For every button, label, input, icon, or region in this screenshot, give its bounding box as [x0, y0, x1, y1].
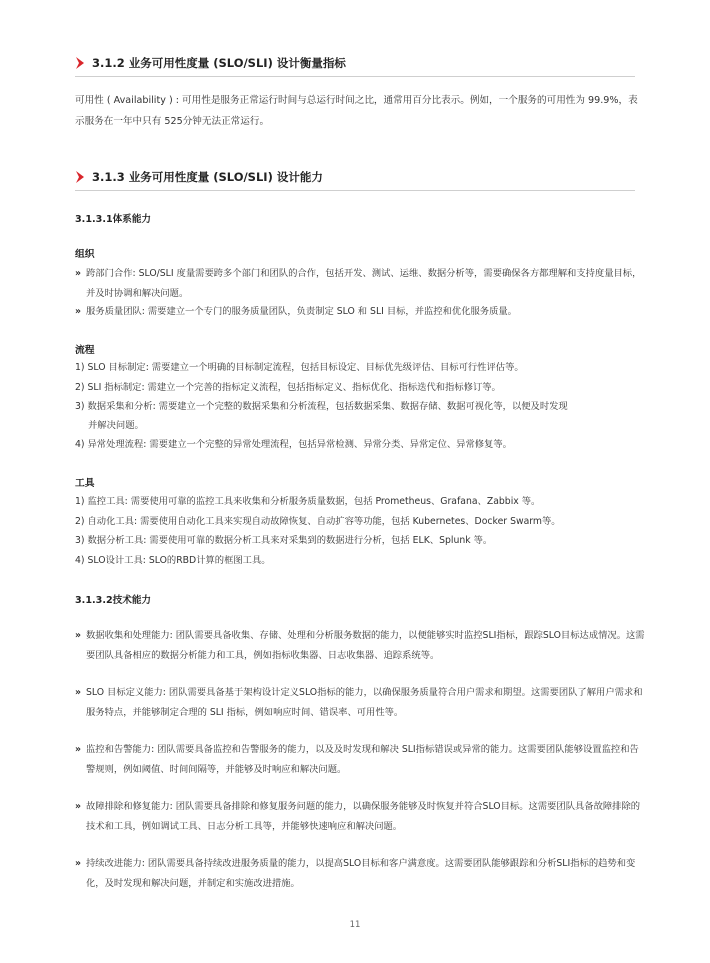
chevron-right-icon: [75, 56, 85, 70]
list-item: 4) SLO设计工具: SLO的RBD计算的框图工具。: [75, 555, 271, 566]
bullet-marker: »: [75, 630, 82, 641]
list-item: 4) 异常处理流程: 需要建立一个完整的异常处理流程，包括异常检测、异常分类、异常定位、异常修复等。: [75, 439, 512, 450]
list-item: » 数据收集和处理能力: 团队需要具备收集、存储、处理和分析服务数据的能力，以便能够实时监控SLI指标，跟踪SLO目标达成情况。这需要团队具备相应的数据分析能力和工具，例如指标收集器、日志收集器、追踪系统等。: [75, 626, 645, 665]
section-title: 3.1.2 业务可用性度量 (SLO/SLI) 设计衡量指标: [92, 56, 346, 70]
list-item: » 故障排除和修复能力: 团队需要具备排除和修复服务问题的能力，以确保服务能够及时恢复并符合SLO目标。这需要团队具备故障排除的技术和工具，例如调试工具、日志分析工具等，并能够快速响应和解决问题。: [75, 797, 645, 836]
bullet-marker: »: [75, 801, 82, 812]
subsection-title-system: 3.1.3.1体系能力: [75, 214, 152, 225]
bullet-marker: »: [75, 268, 82, 279]
list-item: » SLO 目标定义能力: 团队需要具备基于架构设计定义SLO指标的能力，以确保服务质量符合用户需求和期望。这需要团队了解用户需求和服务特点，并能够制定合理的 SLI 指标，例如响应时间、错误率、可用性等。: [75, 683, 645, 722]
section-heading-3-1-3: [75, 166, 635, 191]
bullet-marker: »: [75, 858, 82, 869]
subsection-title-tech: 3.1.3.2技术能力: [75, 595, 152, 606]
bullet-marker: »: [75, 306, 82, 317]
list-item: 1) 监控工具: 需要使用可靠的监控工具来收集和分析服务质量数据，包括 Prometheus、Grafana、Zabbix 等。: [75, 496, 541, 507]
availability-paragraph: 可用性 ( Availability ) : 可用性是服务正常运行时间与总运行时间之比，通常用百分比表示。例如，一个服务的可用性为 99.9%，表示服务在一年中只有 525分钟无法正常运行。: [75, 95, 638, 127]
section-heading-3-1-2: [75, 52, 635, 77]
group-heading-org: 组织: [75, 249, 95, 260]
bullet-marker: »: [75, 744, 82, 755]
group-heading-flow: 流程: [75, 345, 95, 356]
list-item: 2) SLI 指标制定: 需建立一个完善的指标定义流程，包括指标定义、指标优化、指标迭代和指标修订等。: [75, 382, 501, 393]
list-item: 3) 数据采集和分析: 需要建立一个完整的数据采集和分析流程，包括数据采集、数据存储、数据可视化等，以便及时发现: [75, 401, 568, 412]
page-number: 11: [349, 920, 361, 930]
list-item: » 持续改进能力: 团队需要具备持续改进服务质量的能力，以提高SLO目标和客户满意度。这需要团队能够跟踪和分析SLI指标的趋势和变化，及时发现和解决问题，并制定和实施改进措施。: [75, 854, 645, 893]
section-title: 3.1.3 业务可用性度量 (SLO/SLI) 设计能力: [92, 170, 323, 184]
list-item: » 跨部门合作: SLO/SLI 度量需要跨多个部门和团队的合作，包括开发、测试、运维、数据分析等，需要确保各方都理解和支持度量目标，并及时协调和解决问题。: [75, 264, 645, 303]
list-item: » 服务质量团队: 需要建立一个专门的服务质量团队，负责制定 SLO 和 SLI 目标，并监控和优化服务质量。: [75, 302, 645, 322]
chevron-right-icon: [75, 170, 85, 184]
list-item: » 监控和告警能力: 团队需要具备监控和告警服务的能力，以及及时发现和解决 SLI指标错误或异常的能力。这需要团队能够设置监控和告警规则，例如阈值、时间间隔等，并能够及时响应和解决问题。: [75, 740, 645, 779]
group-heading-tools: 工具: [75, 478, 95, 489]
bullet-marker: »: [75, 687, 82, 698]
list-item: 1) SLO 目标制定: 需要建立一个明确的目标制定流程，包括目标设定、目标优先级评估、目标可行性评估等。: [75, 362, 524, 373]
list-item: 2) 自动化工具: 需要使用自动化工具来实现自动故障恢复、自动扩容等功能，包括 Kubernetes、Docker Swarm等。: [75, 516, 561, 527]
list-item: 3) 数据分析工具: 需要使用可靠的数据分析工具来对采集到的数据进行分析，包括 ELK、Splunk 等。: [75, 535, 493, 546]
list-item-continuation: 并解决问题。: [88, 420, 144, 431]
